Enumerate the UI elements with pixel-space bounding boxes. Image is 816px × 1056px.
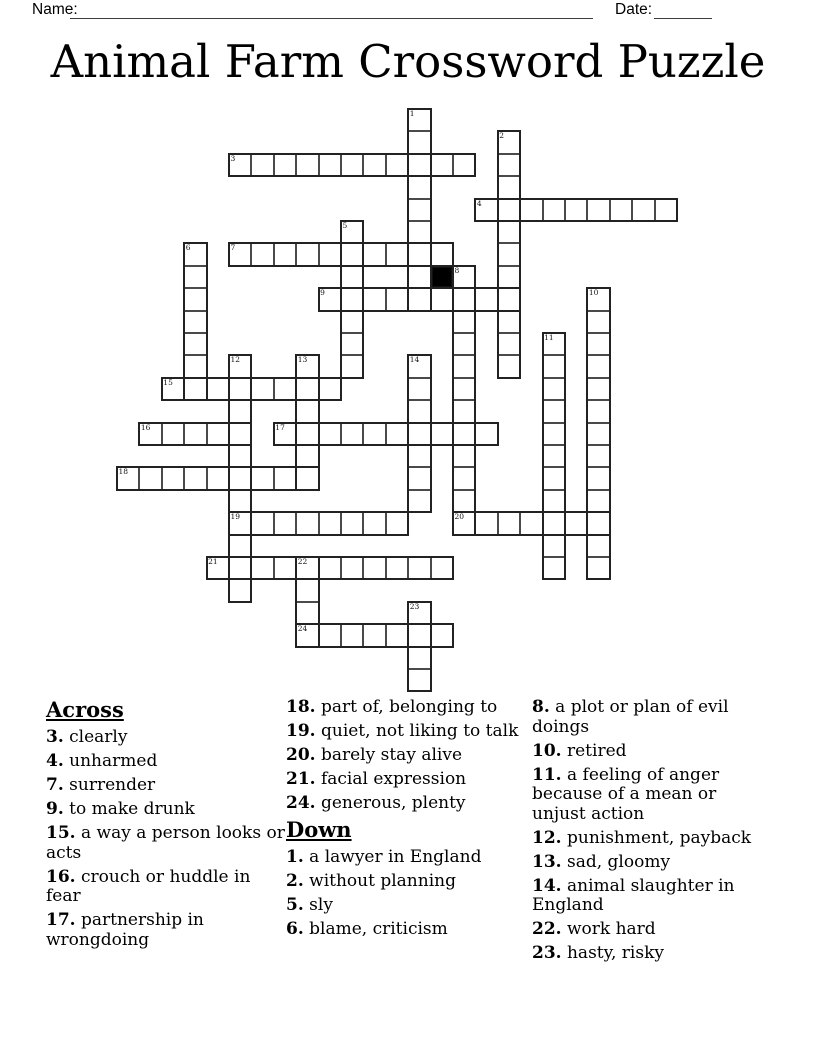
grid-cell[interactable] xyxy=(475,199,497,221)
grid-cell[interactable] xyxy=(184,355,206,377)
grid-number-20: 20 xyxy=(454,512,465,522)
grid-cell[interactable] xyxy=(229,423,251,445)
grid-cell[interactable] xyxy=(587,333,609,355)
grid-cell[interactable] xyxy=(319,154,341,176)
grid-number-23: 23 xyxy=(409,601,420,611)
grid-cell[interactable] xyxy=(229,490,251,512)
grid-cell[interactable] xyxy=(207,467,229,489)
grid-cell[interactable] xyxy=(498,131,520,153)
clue-across-7: 7. surrender xyxy=(46,775,156,795)
grid-cell[interactable] xyxy=(386,154,408,176)
grid-cell[interactable] xyxy=(296,243,318,265)
grid-cell[interactable] xyxy=(453,378,475,400)
grid-cell[interactable] xyxy=(363,243,385,265)
grid-cell[interactable] xyxy=(296,423,318,445)
grid-cell[interactable] xyxy=(543,512,565,534)
grid-number-10: 10 xyxy=(588,288,599,298)
grid-cell[interactable] xyxy=(498,288,520,310)
grid-cell[interactable] xyxy=(587,378,609,400)
grid-cell[interactable] xyxy=(162,378,184,400)
clue-number: 4. xyxy=(46,751,64,771)
clue-across-15: 15. a way a person looks or acts xyxy=(46,823,285,863)
grid-cell[interactable] xyxy=(431,423,453,445)
grid-cell[interactable] xyxy=(453,490,475,512)
grid-cell[interactable] xyxy=(184,311,206,333)
grid-cell[interactable] xyxy=(296,579,318,601)
across-header: Across xyxy=(46,697,124,722)
clue-number: 13. xyxy=(532,851,562,872)
grid-cell[interactable] xyxy=(408,199,430,221)
grid-cell[interactable] xyxy=(274,154,296,176)
grid-cell[interactable] xyxy=(274,557,296,579)
grid-cell[interactable] xyxy=(229,355,251,377)
grid-cell[interactable] xyxy=(610,199,632,221)
grid-cell[interactable] xyxy=(453,423,475,445)
grid-number-21: 21 xyxy=(208,557,218,566)
clue-column-left xyxy=(46,698,286,955)
clue-number: 10. xyxy=(532,740,562,761)
clue-number: 23. xyxy=(532,943,562,963)
grid-cell[interactable] xyxy=(408,602,430,624)
grid-cell[interactable] xyxy=(565,512,587,534)
clue-number: 22. xyxy=(532,919,562,939)
grid-cell[interactable] xyxy=(543,445,565,467)
clue-number: 16. xyxy=(46,866,76,887)
clue-across-20: 20. barely stay alive xyxy=(286,745,463,765)
grid-cell[interactable] xyxy=(207,557,229,579)
clue-number: 11. xyxy=(532,764,562,785)
grid-cell[interactable] xyxy=(117,467,139,489)
grid-cell[interactable] xyxy=(319,512,341,534)
grid-cell[interactable] xyxy=(341,266,363,288)
grid-cell[interactable] xyxy=(184,243,206,265)
grid-cell[interactable] xyxy=(229,557,251,579)
grid-cell[interactable] xyxy=(408,243,430,265)
grid-cell[interactable] xyxy=(341,512,363,534)
clue-number: 2. xyxy=(286,871,304,891)
grid-cell[interactable] xyxy=(296,445,318,467)
grid-cell[interactable] xyxy=(543,400,565,422)
grid-cell[interactable] xyxy=(498,355,520,377)
grid-cell[interactable] xyxy=(139,423,161,445)
grid-cell[interactable] xyxy=(251,467,273,489)
clue-down-14: 14. animal slaughter in England xyxy=(532,875,735,915)
clue-number: 24. xyxy=(286,793,316,813)
grid-cell[interactable] xyxy=(453,311,475,333)
grid-cell[interactable] xyxy=(498,243,520,265)
grid-cell[interactable] xyxy=(587,199,609,221)
clue-down-5: 5. sly xyxy=(286,895,333,915)
grid-cell[interactable] xyxy=(251,378,273,400)
grid-cell[interactable] xyxy=(543,355,565,377)
grid-cell[interactable] xyxy=(274,378,296,400)
grid-cell[interactable] xyxy=(587,535,609,557)
grid-cell[interactable] xyxy=(319,423,341,445)
grid-cell[interactable] xyxy=(184,266,206,288)
grid-cell[interactable] xyxy=(184,378,206,400)
grid-cell[interactable] xyxy=(587,490,609,512)
clue-number: 7. xyxy=(46,775,64,795)
grid-cell[interactable] xyxy=(229,535,251,557)
grid-cell[interactable] xyxy=(408,154,430,176)
grid-cell[interactable] xyxy=(498,221,520,243)
grid-cell[interactable] xyxy=(408,400,430,422)
grid-number-18: 18 xyxy=(118,467,129,477)
grid-cell[interactable] xyxy=(184,333,206,355)
grid-cell[interactable] xyxy=(453,333,475,355)
grid-cell[interactable] xyxy=(363,288,385,310)
grid-cell[interactable] xyxy=(408,355,430,377)
grid-cell[interactable] xyxy=(431,154,453,176)
grid-number-3: 3 xyxy=(230,153,236,163)
grid-cell[interactable] xyxy=(229,378,251,400)
grid-cell[interactable] xyxy=(632,199,654,221)
grid-cell[interactable] xyxy=(498,154,520,176)
clue-across-17: 17. partnership in wrongdoing xyxy=(46,910,204,950)
grid-cell[interactable] xyxy=(274,512,296,534)
clue-across-4: 4. unharmed xyxy=(46,751,158,771)
grid-cell[interactable] xyxy=(498,199,520,221)
grid-cell[interactable] xyxy=(475,423,497,445)
grid-cell[interactable] xyxy=(498,266,520,288)
clue-down-1: 1. a lawyer in England xyxy=(286,847,482,867)
grid-cell[interactable] xyxy=(341,243,363,265)
clue-down-10: 10. retired xyxy=(532,740,627,761)
grid-cell[interactable] xyxy=(475,288,497,310)
grid-cell[interactable] xyxy=(453,266,475,288)
grid-number-13: 13 xyxy=(297,355,308,365)
grid-cell[interactable] xyxy=(296,602,318,624)
clue-across-3: 3. clearly xyxy=(46,727,128,747)
grid-cell[interactable] xyxy=(408,266,430,288)
grid-number-17: 17 xyxy=(275,422,285,432)
clue-number: 12. xyxy=(532,827,562,848)
down-header: Down xyxy=(286,817,352,842)
grid-cell[interactable] xyxy=(587,355,609,377)
grid-number-12: 12 xyxy=(230,355,241,365)
grid-cell[interactable] xyxy=(408,131,430,153)
grid-number-7: 7 xyxy=(230,243,236,253)
date-label: Date: xyxy=(615,1,653,18)
clue-number: 5. xyxy=(286,895,304,915)
clue-down-11: 11. a feeling of anger because of a mean or unjust action xyxy=(532,764,720,824)
grid-number-6: 6 xyxy=(185,243,191,253)
grid-cell[interactable] xyxy=(296,467,318,489)
grid-number-11: 11 xyxy=(544,333,554,342)
clue-down-22: 22. work hard xyxy=(532,919,656,939)
grid-cell[interactable] xyxy=(229,400,251,422)
grid-cell[interactable] xyxy=(587,512,609,534)
grid-cell[interactable] xyxy=(296,154,318,176)
grid-cell[interactable] xyxy=(543,423,565,445)
grid-cell[interactable] xyxy=(274,423,296,445)
grid-cell[interactable] xyxy=(363,154,385,176)
grid-cell[interactable] xyxy=(251,557,273,579)
grid-number-5: 5 xyxy=(342,221,348,230)
grid-cell[interactable] xyxy=(431,557,453,579)
clue-number: 6. xyxy=(286,919,304,939)
grid-cell[interactable] xyxy=(341,557,363,579)
grid-cell[interactable] xyxy=(184,423,206,445)
grid-cell[interactable] xyxy=(207,378,229,400)
grid-cell[interactable] xyxy=(207,423,229,445)
clue-down-23: 23. hasty, risky xyxy=(532,943,664,963)
grid-cell[interactable] xyxy=(386,288,408,310)
grid-cell[interactable] xyxy=(431,288,453,310)
grid-number-22: 22 xyxy=(297,557,308,566)
grid-cell[interactable] xyxy=(543,535,565,557)
grid-cell[interactable] xyxy=(184,288,206,310)
clue-number: 19. xyxy=(286,721,316,741)
grid-cell[interactable] xyxy=(274,243,296,265)
grid-cell[interactable] xyxy=(363,557,385,579)
grid-cell[interactable] xyxy=(408,221,430,243)
grid-cell[interactable] xyxy=(587,445,609,467)
name-label: Name: xyxy=(32,1,78,18)
clue-down-12: 12. punishment, payback xyxy=(532,827,752,848)
grid-cell[interactable] xyxy=(543,467,565,489)
grid-cell[interactable] xyxy=(431,624,453,646)
grid-cell[interactable] xyxy=(498,311,520,333)
grid-cell[interactable] xyxy=(565,199,587,221)
clue-across-18: 18. part of, belonging to xyxy=(286,697,498,717)
page-title: Animal Farm Crossword Puzzle xyxy=(50,35,766,88)
grid-cell[interactable] xyxy=(319,557,341,579)
grid-cell[interactable] xyxy=(251,243,273,265)
grid-number-19: 19 xyxy=(230,512,241,522)
grid-cell[interactable] xyxy=(251,512,273,534)
grid-cell[interactable] xyxy=(543,333,565,355)
grid-cell[interactable] xyxy=(408,490,430,512)
grid-cell[interactable] xyxy=(453,288,475,310)
grid-cell[interactable] xyxy=(587,467,609,489)
clue-number: 20. xyxy=(286,745,316,765)
grid-cell[interactable] xyxy=(587,288,609,310)
grid-cell[interactable] xyxy=(363,624,385,646)
grid-cell[interactable] xyxy=(251,154,273,176)
black-cell xyxy=(431,266,453,288)
grid-cell[interactable] xyxy=(408,378,430,400)
grid-cell[interactable] xyxy=(453,467,475,489)
grid-cell[interactable] xyxy=(162,423,184,445)
grid-cell[interactable] xyxy=(408,288,430,310)
grid-cell[interactable] xyxy=(520,512,542,534)
grid-cell[interactable] xyxy=(386,512,408,534)
clue-across-24: 24. generous, plenty xyxy=(286,793,466,813)
clue-down-8: 8. a plot or plan of evil doings xyxy=(532,697,729,737)
grid-cell[interactable] xyxy=(453,400,475,422)
grid-cell[interactable] xyxy=(408,423,430,445)
grid-cell[interactable] xyxy=(587,400,609,422)
grid-number-9: 9 xyxy=(320,288,325,298)
grid-cell[interactable] xyxy=(274,467,296,489)
grid-cell[interactable] xyxy=(319,624,341,646)
grid-cell[interactable] xyxy=(341,355,363,377)
grid-cell[interactable] xyxy=(296,378,318,400)
grid-cell[interactable] xyxy=(319,288,341,310)
grid-cell[interactable] xyxy=(296,557,318,579)
grid-cell[interactable] xyxy=(229,154,251,176)
grid-cell[interactable] xyxy=(296,624,318,646)
grid-cell[interactable] xyxy=(363,423,385,445)
grid-number-1: 1 xyxy=(409,109,415,118)
grid-cell[interactable] xyxy=(655,199,677,221)
clue-number: 9. xyxy=(46,799,64,819)
grid-cell[interactable] xyxy=(543,199,565,221)
clue-number: 8. xyxy=(532,697,550,717)
grid-cell[interactable] xyxy=(319,243,341,265)
grid-cell[interactable] xyxy=(587,311,609,333)
grid-cell[interactable] xyxy=(498,333,520,355)
grid-cell[interactable] xyxy=(408,445,430,467)
clue-number: 21. xyxy=(286,769,316,789)
grid-cell[interactable] xyxy=(363,512,385,534)
grid-cell[interactable] xyxy=(296,512,318,534)
clue-across-16: 16. crouch or huddle in fear xyxy=(46,866,251,906)
grid-cell[interactable] xyxy=(408,467,430,489)
grid-cell[interactable] xyxy=(453,512,475,534)
grid-cell[interactable] xyxy=(431,243,453,265)
grid-cell[interactable] xyxy=(386,243,408,265)
clue-column-right xyxy=(532,698,772,968)
grid-cell[interactable] xyxy=(453,355,475,377)
grid-cell[interactable] xyxy=(498,512,520,534)
grid-cell[interactable] xyxy=(341,333,363,355)
grid-number-16: 16 xyxy=(140,422,151,432)
grid-cell[interactable] xyxy=(319,378,341,400)
grid-cell[interactable] xyxy=(341,423,363,445)
clue-number: 1. xyxy=(286,847,304,867)
grid-cell[interactable] xyxy=(386,624,408,646)
clue-down-13: 13. sad, gloomy xyxy=(532,851,671,872)
grid-cell[interactable] xyxy=(162,467,184,489)
clue-number: 17. xyxy=(46,910,76,930)
clue-across-19: 19. quiet, not liking to talk xyxy=(286,721,519,741)
grid-cell[interactable] xyxy=(408,557,430,579)
grid-cell[interactable] xyxy=(229,467,251,489)
grid-cell[interactable] xyxy=(543,378,565,400)
grid-cell[interactable] xyxy=(139,467,161,489)
clue-number: 18. xyxy=(286,697,316,717)
grid-cell[interactable] xyxy=(408,669,430,691)
grid-cell[interactable] xyxy=(229,243,251,265)
grid-cell[interactable] xyxy=(408,624,430,646)
grid-cell[interactable] xyxy=(229,579,251,601)
grid-cell[interactable] xyxy=(408,176,430,198)
grid-cell[interactable] xyxy=(229,512,251,534)
grid-cell[interactable] xyxy=(341,221,363,243)
grid-cell[interactable] xyxy=(408,109,430,131)
grid-cell[interactable] xyxy=(587,423,609,445)
grid-cell[interactable] xyxy=(408,647,430,669)
grid-cell[interactable] xyxy=(386,557,408,579)
grid-cell[interactable] xyxy=(296,355,318,377)
grid-number-4: 4 xyxy=(476,198,482,208)
grid-cell[interactable] xyxy=(520,199,542,221)
grid-cell[interactable] xyxy=(453,154,475,176)
grid-cell[interactable] xyxy=(341,624,363,646)
grid-cell[interactable] xyxy=(229,445,251,467)
grid-cell[interactable] xyxy=(475,512,497,534)
clue-number: 3. xyxy=(46,727,64,747)
clue-across-9: 9. to make drunk xyxy=(46,799,195,819)
clue-column-middle xyxy=(286,698,526,944)
clue-number: 14. xyxy=(532,875,562,896)
grid-cell[interactable] xyxy=(498,176,520,198)
clue-number: 15. xyxy=(46,823,76,843)
grid-cell[interactable] xyxy=(296,400,318,422)
grid-cell[interactable] xyxy=(587,557,609,579)
clue-down-6: 6. blame, criticism xyxy=(286,919,448,939)
grid-cell[interactable] xyxy=(543,557,565,579)
grid-number-2: 2 xyxy=(499,131,505,141)
grid-cell[interactable] xyxy=(341,154,363,176)
grid-cell[interactable] xyxy=(386,423,408,445)
grid-number-14: 14 xyxy=(409,355,420,365)
clue-across-21: 21. facial expression xyxy=(286,769,467,789)
grid-number-24: 24 xyxy=(297,624,308,634)
grid-cell[interactable] xyxy=(341,288,363,310)
grid-number-8: 8 xyxy=(454,265,460,275)
grid-cell[interactable] xyxy=(543,490,565,512)
grid-cell[interactable] xyxy=(453,445,475,467)
grid-number-15: 15 xyxy=(163,377,173,387)
grid-cell[interactable] xyxy=(341,311,363,333)
grid-cell[interactable] xyxy=(184,467,206,489)
clue-down-2: 2. without planning xyxy=(286,871,456,891)
